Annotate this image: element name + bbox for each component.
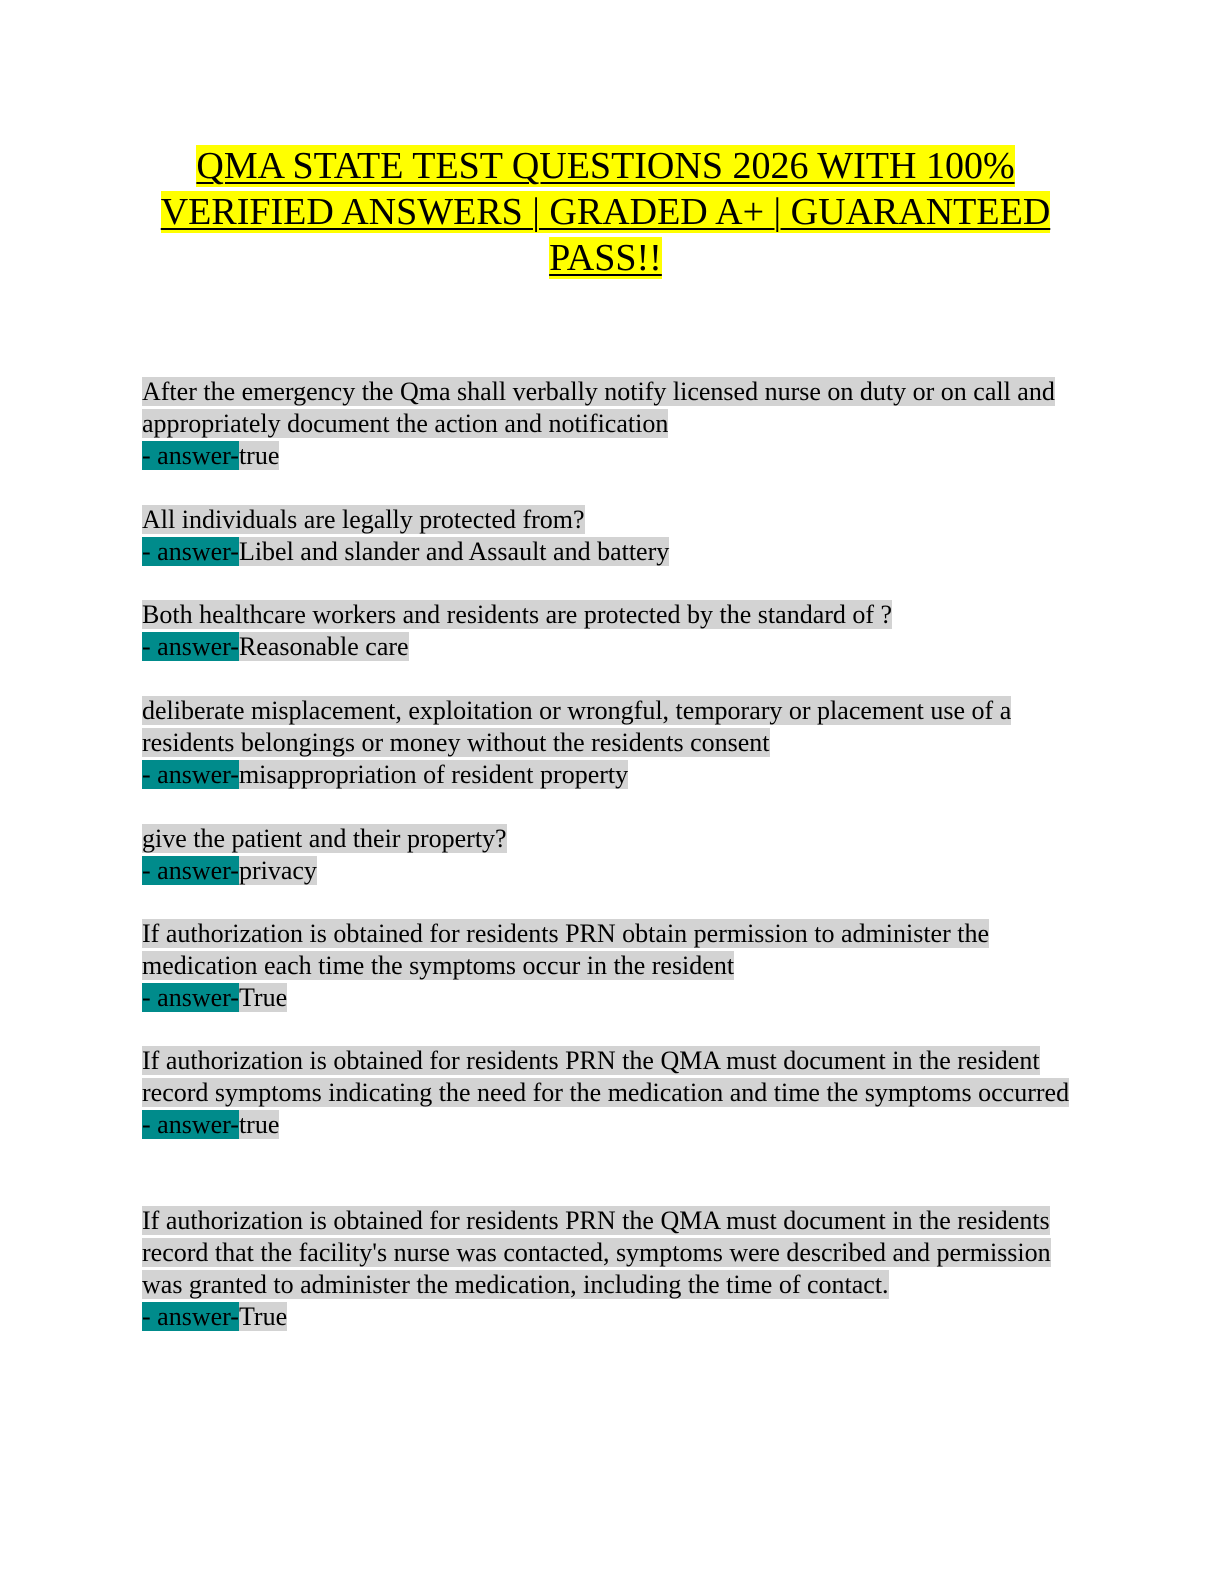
qa-item-6: [142, 918, 1072, 1014]
answer-text: Libel and slander and Assault and battery: [238, 537, 670, 566]
answer-label: - answer-: [142, 856, 239, 885]
question: All individuals are legally protected from?: [142, 505, 585, 534]
qa-item-5: [142, 823, 1072, 887]
answer-text: true: [238, 441, 280, 470]
question: give the patient and their property?: [142, 824, 507, 853]
document-title: [142, 143, 1069, 281]
answer-text: True: [238, 1302, 288, 1331]
answer: [142, 855, 1072, 887]
qa-item-3: [142, 599, 1072, 663]
answer-text: privacy: [238, 856, 317, 885]
answer-label: - answer-: [142, 1110, 239, 1139]
answer-label: - answer-: [142, 632, 239, 661]
qa-item-8: [142, 1205, 1072, 1333]
question: If authorization is obtained for residents PRN the QMA must document in the resident record symptoms indicating the need for the medication and time the symptoms occurred: [142, 1046, 1070, 1107]
question: If authorization is obtained for residents PRN obtain permission to administer the medication each time the symptoms occur in the resident: [142, 919, 990, 980]
qa-item-2: [142, 504, 1072, 568]
answer: [142, 631, 1072, 663]
answer-text: misappropriation of resident property: [238, 760, 629, 789]
answer-label: - answer-: [142, 760, 239, 789]
qa-item-4: [142, 695, 1072, 791]
question: Both healthcare workers and residents are protected by the standard of ?: [142, 600, 893, 629]
qa-item-7: [142, 1045, 1072, 1141]
answer-label: - answer-: [142, 983, 239, 1012]
answer: [142, 536, 1072, 568]
question: deliberate misplacement, exploitation or wrongful, temporary or placement use of a residents belongings or money without the residents consent: [142, 696, 1012, 757]
answer: [142, 759, 1072, 791]
answer-text: True: [238, 983, 288, 1012]
qa-item-1: [142, 376, 1072, 472]
document-title-text: QMA STATE TEST QUESTIONS 2026 WITH 100% VERIFIED ANSWERS | GRADED A+ | GUARANTEED PASS!!: [160, 145, 1051, 279]
answer-label: - answer-: [142, 537, 239, 566]
question: After the emergency the Qma shall verbally notify licensed nurse on duty or on call and appropriately document the action and notification: [142, 377, 1055, 438]
answer-text: true: [238, 1110, 280, 1139]
question: If authorization is obtained for residents PRN the QMA must document in the residents record that the facility's nurse was contacted, symptoms were described and permission was granted to administer the medication, including the time of contact.: [142, 1206, 1051, 1299]
answer-label: - answer-: [142, 441, 239, 470]
answer: [142, 1301, 1072, 1333]
answer: [142, 440, 1072, 472]
answer-label: - answer-: [142, 1302, 239, 1331]
answer-text: Reasonable care: [238, 632, 409, 661]
answer: [142, 1109, 1072, 1141]
answer: [142, 982, 1072, 1014]
